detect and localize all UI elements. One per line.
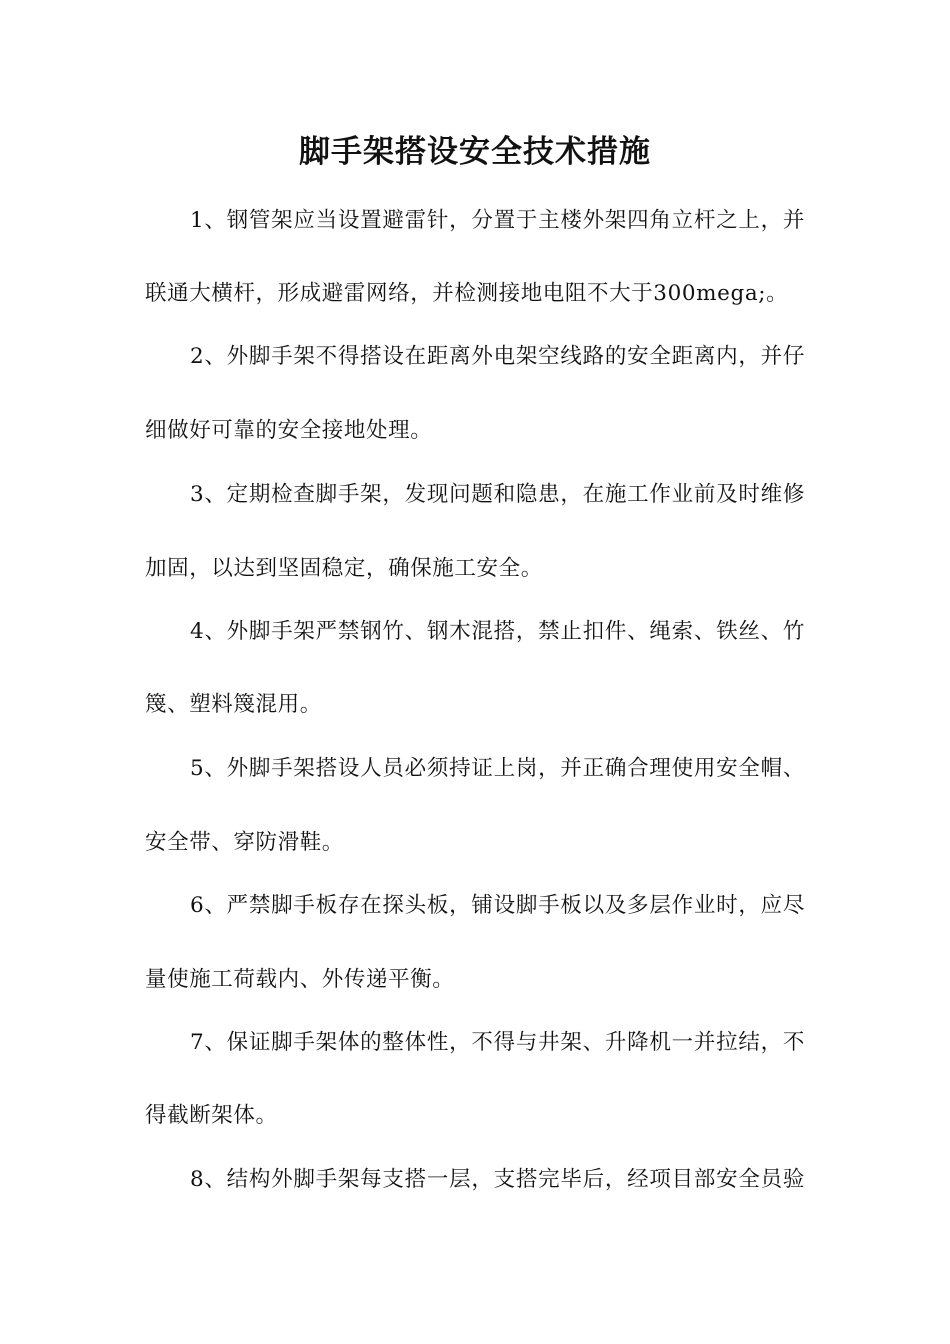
item-4-line-1: 4、外脚手架严禁钢竹、钢木混搭，禁止扣件、绳索、铁丝、竹	[190, 619, 805, 644]
item-1-line-1: 1、钢管架应当设置避雷针，分置于主楼外架四角立杆之上，并	[190, 208, 805, 233]
item-3-line-2: 加固，以达到坚固稳定，确保施工安全。	[145, 556, 543, 581]
item-2-line-1: 2、外脚手架不得搭设在距离外电架空线路的安全距离内，并仔	[190, 344, 805, 369]
document-title: 脚手架搭设安全技术措施	[299, 134, 651, 170]
item-2-line-2: 细做好可靠的安全接地处理。	[145, 418, 433, 443]
item-4-line-2: 篾、塑料篾混用。	[145, 692, 322, 717]
item-3-line-1: 3、定期检查脚手架，发现问题和隐患，在施工作业前及时维修	[190, 482, 805, 507]
item-5-line-1: 5、外脚手架搭设人员必须持证上岗，并正确合理使用安全帽、	[190, 756, 805, 781]
item-6-line-2: 量使施工荷载内、外传递平衡。	[145, 967, 455, 992]
item-6-line-1: 6、严禁脚手板存在探头板，铺设脚手板以及多层作业时，应尽	[190, 893, 805, 918]
item-1-line-2: 联通大横杆，形成避雷网络，并检测接地电阻不大于300mega;。	[145, 281, 789, 306]
item-5-line-2: 安全带、穿防滑鞋。	[145, 830, 344, 855]
item-7-line-2: 得截断架体。	[145, 1103, 278, 1128]
item-7-line-1: 7、保证脚手架体的整体性，不得与井架、升降机一并拉结，不	[190, 1030, 805, 1055]
item-8-line-1: 8、结构外脚手架每支搭一层，支搭完毕后，经项目部安全员验	[190, 1167, 805, 1192]
